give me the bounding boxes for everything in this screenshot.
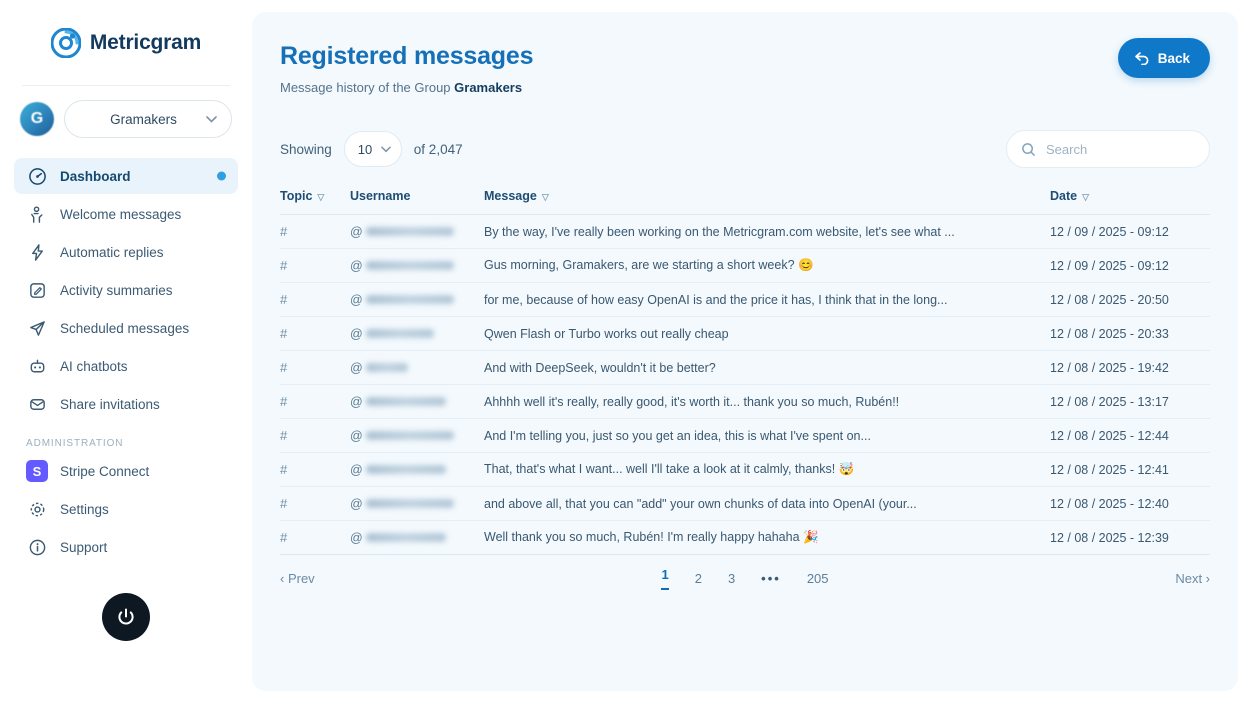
cell-date: 12 / 09 / 2025 - 09:12 <box>1050 249 1210 283</box>
cell-date: 12 / 09 / 2025 - 09:12 <box>1050 215 1210 249</box>
cell-topic <box>280 419 350 453</box>
cell-date: 12 / 08 / 2025 - 12:40 <box>1050 487 1210 521</box>
sidebar-nav <box>0 156 252 567</box>
username-redacted <box>366 465 446 474</box>
cell-username <box>350 453 484 487</box>
pencil-note-icon <box>26 279 48 301</box>
column-header-date[interactable] <box>1050 189 1210 215</box>
cell-message: That, that's what I want... well I'll take a look at it calmly, thanks! 🤯 <box>484 453 1050 487</box>
column-label: Message <box>484 189 537 203</box>
page-size-value: 10 <box>357 141 373 157</box>
topic-value: # <box>280 462 288 477</box>
cell-username <box>350 317 484 351</box>
brand <box>22 0 230 86</box>
cell-message: Qwen Flash or Turbo works out really cheap <box>484 317 1050 351</box>
back-button[interactable] <box>1118 38 1210 78</box>
sidebar-item-share-invitations[interactable] <box>14 386 238 422</box>
back-button-label: Back <box>1157 50 1190 66</box>
username-prefix: @ <box>350 258 363 273</box>
topic-value: # <box>280 496 288 511</box>
gauge-icon <box>26 165 48 187</box>
page-subtitle-group: Gramakers <box>454 80 523 95</box>
page-subtitle <box>280 80 1210 95</box>
messages-table <box>280 189 1210 555</box>
chevron-down-icon <box>206 116 217 123</box>
cell-topic <box>280 283 350 317</box>
table-row[interactable] <box>280 317 1210 351</box>
username-redacted <box>366 261 454 270</box>
pagination-page-1[interactable]: 1 <box>661 567 668 590</box>
sidebar-item-support[interactable] <box>14 529 238 565</box>
cell-username <box>350 249 484 283</box>
sidebar-item-settings[interactable] <box>14 491 238 527</box>
table-row[interactable] <box>280 351 1210 385</box>
sort-icon: ▽ <box>317 192 325 202</box>
cell-topic <box>280 521 350 555</box>
search-input[interactable] <box>1046 142 1195 157</box>
sidebar-item-label: Activity summaries <box>60 282 173 298</box>
pagination-ellipsis: ••• <box>761 570 781 586</box>
pagination-page-2[interactable]: 2 <box>694 570 702 586</box>
topic-value: # <box>280 530 288 545</box>
gear-icon <box>26 498 48 520</box>
cell-topic <box>280 317 350 351</box>
page-size-select[interactable] <box>344 131 402 167</box>
sidebar-item-label: Stripe Connect <box>60 463 150 479</box>
page-title: Registered messages <box>280 42 534 70</box>
sidebar-item-label: Support <box>60 539 108 555</box>
cell-date: 12 / 08 / 2025 - 12:39 <box>1050 521 1210 555</box>
cell-username <box>350 419 484 453</box>
main-content <box>252 0 1250 703</box>
cell-message: And with DeepSeek, wouldn't it be better? <box>484 351 1050 385</box>
info-circle-icon <box>26 536 48 558</box>
sidebar-item-dashboard[interactable] <box>14 158 238 194</box>
table-row[interactable] <box>280 215 1210 249</box>
username-prefix: @ <box>350 326 363 341</box>
username-redacted <box>366 227 454 236</box>
column-header-topic[interactable] <box>280 189 350 215</box>
cell-topic <box>280 385 350 419</box>
cell-date: 12 / 08 / 2025 - 13:17 <box>1050 385 1210 419</box>
power-icon[interactable] <box>102 593 150 641</box>
username-prefix: @ <box>350 224 363 239</box>
table-row[interactable] <box>280 249 1210 283</box>
cell-topic <box>280 453 350 487</box>
cell-username <box>350 487 484 521</box>
table-row[interactable] <box>280 283 1210 317</box>
cell-date: 12 / 08 / 2025 - 20:50 <box>1050 283 1210 317</box>
column-header-message[interactable] <box>484 189 1050 215</box>
group-select[interactable] <box>64 100 232 138</box>
sidebar-item-label: Dashboard <box>60 168 131 184</box>
cell-message: Gus morning, Gramakers, are we starting a short week? 😊 <box>484 249 1050 283</box>
paper-plane-icon <box>26 317 48 339</box>
share-envelope-icon <box>26 393 48 415</box>
arrow-back-icon <box>1134 51 1150 65</box>
sidebar-item-stripe-connect[interactable] <box>14 453 238 489</box>
pagination-prev[interactable]: ‹ Prev <box>280 570 315 586</box>
topic-value: # <box>280 360 288 375</box>
username-prefix: @ <box>350 462 363 477</box>
sidebar-item-ai-chatbots[interactable] <box>14 348 238 384</box>
username-prefix: @ <box>350 428 363 443</box>
column-label: Username <box>350 189 411 203</box>
username-prefix: @ <box>350 292 363 307</box>
table-row[interactable] <box>280 385 1210 419</box>
cell-message: and above all, that you can "add" your own chunks of data into OpenAI (your... <box>484 487 1050 521</box>
sidebar-item-label: Settings <box>60 501 109 517</box>
pagination-page-last[interactable]: 205 <box>806 570 829 586</box>
metricgram-logo-icon <box>51 28 81 58</box>
pagination-page-3[interactable]: 3 <box>727 570 736 586</box>
topic-value: # <box>280 394 288 409</box>
cell-topic <box>280 351 350 385</box>
table-header <box>280 189 1210 215</box>
cell-message: Ahhhh well it's really, really good, it's worth it... thank you so much, Rubén!! <box>484 385 1050 419</box>
sidebar-item-scheduled-messages[interactable] <box>14 310 238 346</box>
bolt-icon <box>26 241 48 263</box>
username-redacted <box>366 363 408 372</box>
username-redacted <box>366 295 454 304</box>
topic-value: # <box>280 292 288 307</box>
robot-icon <box>26 355 48 377</box>
sidebar-item-activity-summaries[interactable] <box>14 272 238 308</box>
table-row[interactable] <box>280 419 1210 453</box>
column-label: Topic <box>280 189 313 203</box>
topic-value: # <box>280 258 288 273</box>
sidebar <box>0 0 252 703</box>
topic-value: # <box>280 224 288 239</box>
username-prefix: @ <box>350 360 363 375</box>
username-redacted <box>366 499 454 508</box>
sidebar-item-automatic-replies[interactable] <box>14 234 238 270</box>
brand-name: Metricgram <box>89 30 202 54</box>
status-badge-dot <box>217 172 226 181</box>
sidebar-item-label: Scheduled messages <box>60 320 190 336</box>
column-header-username[interactable] <box>350 189 484 215</box>
pagination-next[interactable]: Next › <box>1175 570 1210 586</box>
person-wave-icon <box>26 203 48 225</box>
username-redacted <box>366 431 454 440</box>
power-button-wrap <box>0 593 252 641</box>
table-row[interactable] <box>280 521 1210 555</box>
cell-date: 12 / 08 / 2025 - 12:41 <box>1050 453 1210 487</box>
cell-username <box>350 385 484 419</box>
search-icon <box>1021 142 1036 157</box>
cell-username <box>350 283 484 317</box>
column-label: Date <box>1050 189 1078 203</box>
administration-section-label: ADMINISTRATION <box>26 438 124 449</box>
cell-message: And I'm telling you, just so you get an idea, this is what I've spent on... <box>484 419 1050 453</box>
cell-topic <box>280 215 350 249</box>
cell-date: 12 / 08 / 2025 - 20:33 <box>1050 317 1210 351</box>
cell-username <box>350 351 484 385</box>
cell-message: By the way, I've really been working on the Metricgram.com website, let's see what ... <box>484 215 1050 249</box>
chevron-down-icon <box>381 146 391 153</box>
group-switcher[interactable] <box>0 86 252 148</box>
username-prefix: @ <box>350 496 363 511</box>
sidebar-item-label: Share invitations <box>60 396 160 412</box>
table-body <box>280 215 1210 555</box>
total-count-label: of 2,047 <box>413 141 463 157</box>
showing-label: Showing <box>280 141 332 157</box>
sort-icon: ▽ <box>1082 192 1090 202</box>
cell-date: 12 / 08 / 2025 - 12:44 <box>1050 419 1210 453</box>
pagination <box>280 555 1210 601</box>
messages-panel <box>252 12 1238 691</box>
sidebar-item-label: Automatic replies <box>60 244 164 260</box>
username-prefix: @ <box>350 394 363 409</box>
topic-value: # <box>280 428 288 443</box>
topic-value: # <box>280 326 288 341</box>
sidebar-item-label: AI chatbots <box>60 358 128 374</box>
group-avatar: G <box>20 102 54 136</box>
username-redacted <box>366 329 434 338</box>
stripe-icon: S <box>26 460 48 482</box>
cell-message: for me, because of how easy OpenAI is and the price it has, I think that in the long... <box>484 283 1050 317</box>
table-row[interactable] <box>280 487 1210 521</box>
sidebar-item-label: Welcome messages <box>60 206 182 222</box>
group-select-label: Gramakers <box>110 111 177 127</box>
cell-date: 12 / 08 / 2025 - 19:42 <box>1050 351 1210 385</box>
cell-username <box>350 521 484 555</box>
username-prefix: @ <box>350 530 363 545</box>
search-box[interactable] <box>1006 130 1210 168</box>
sort-icon: ▽ <box>541 192 549 202</box>
username-redacted <box>366 397 446 406</box>
table-toolbar <box>280 129 1210 169</box>
cell-topic <box>280 249 350 283</box>
sidebar-item-welcome-messages[interactable] <box>14 196 238 232</box>
cell-message: Well thank you so much, Rubén! I'm really happy hahaha 🎉 <box>484 521 1050 555</box>
page-subtitle-prefix: Message history of the Group <box>280 80 455 95</box>
cell-username <box>350 215 484 249</box>
username-redacted <box>366 533 446 542</box>
table-row[interactable] <box>280 453 1210 487</box>
cell-topic <box>280 487 350 521</box>
